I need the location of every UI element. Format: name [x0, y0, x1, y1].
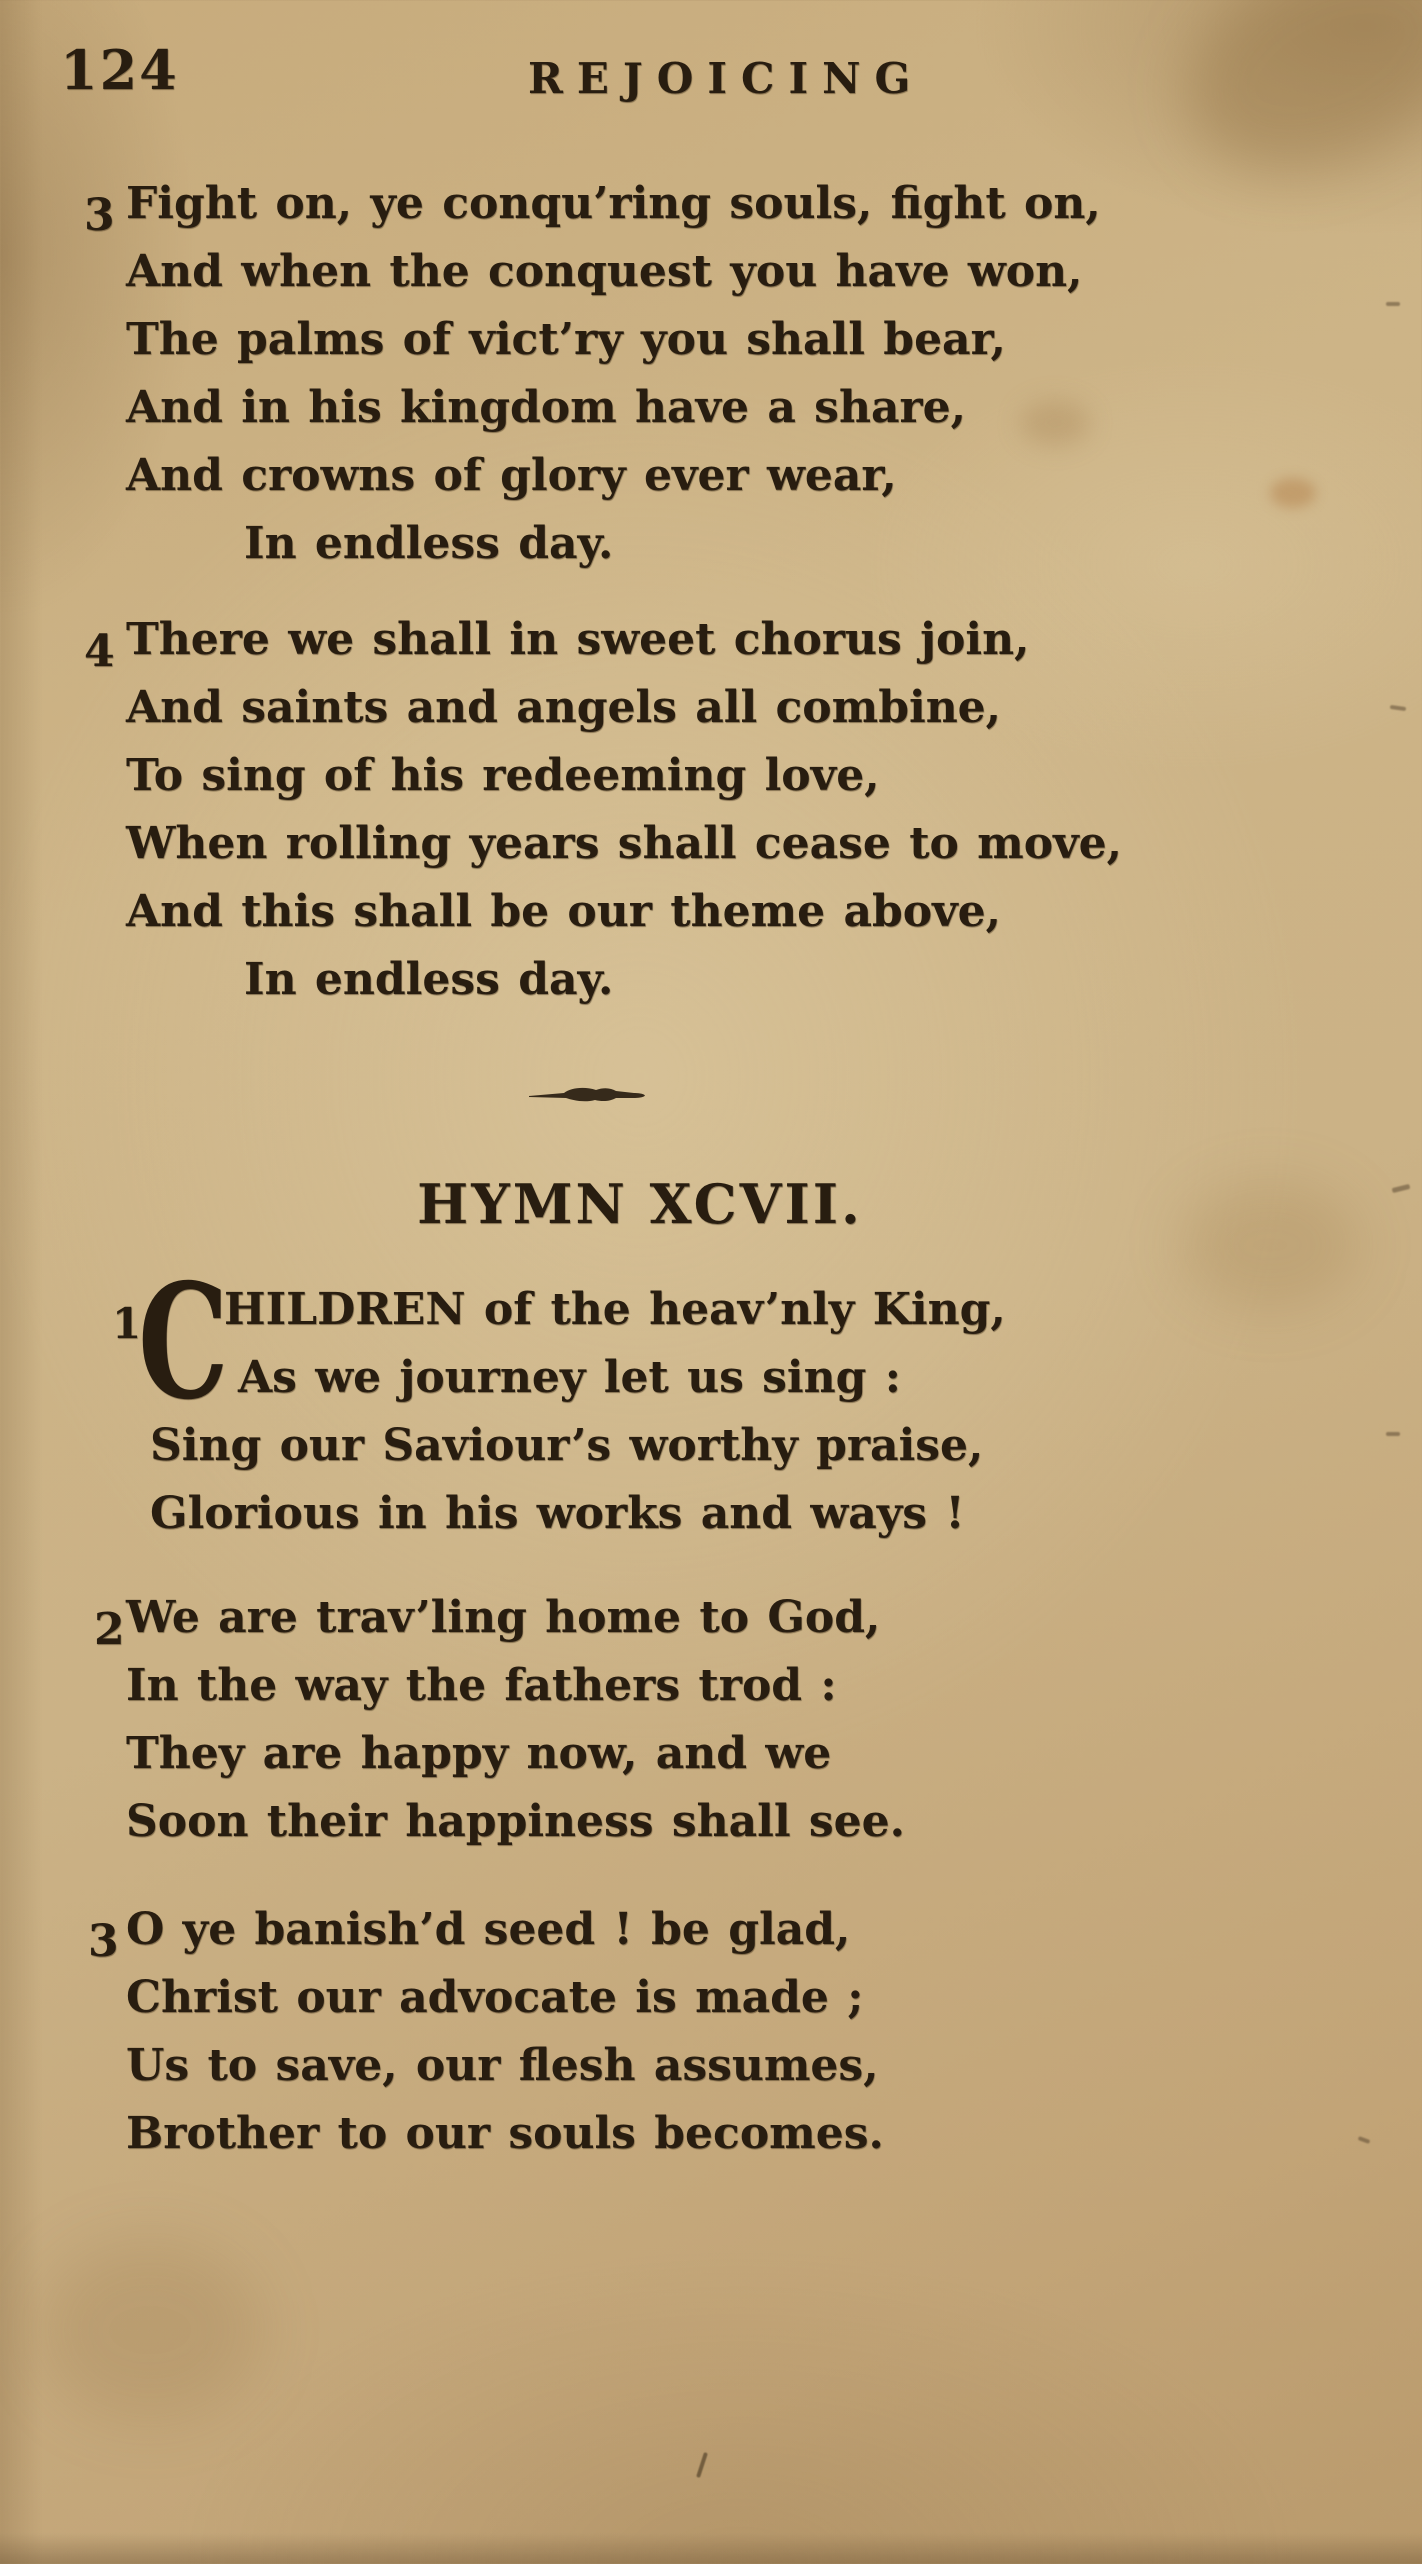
hymn-title: HYMN XCVII.	[417, 1172, 863, 1236]
verse-line: In the way the fathers trod :	[126, 1660, 837, 1711]
verse-number: 3	[84, 190, 115, 241]
verse-line: As we journey let us sing :	[238, 1352, 901, 1403]
verse-line: Us to save, our flesh assumes,	[126, 2040, 879, 2091]
stain-bottom-left	[40, 2240, 260, 2420]
verse-number: 1	[112, 1299, 142, 1348]
verse-number: 3	[88, 1916, 119, 1967]
verse-line: To sing of his redeeming love,	[126, 750, 880, 801]
speck	[1392, 1184, 1411, 1193]
verse-line: We are trav’ling home to God,	[126, 1592, 881, 1643]
hymn-verse-2	[0, 1584, 1422, 1856]
verse-line: And when the conquest you have won,	[126, 246, 1083, 297]
verse-3-continued	[0, 170, 1422, 578]
verse-refrain: In endless day.	[244, 954, 614, 1005]
verse-line: Glorious in his works and ways !	[150, 1488, 965, 1539]
verse-line: Sing our Saviour’s worthy praise,	[150, 1420, 984, 1471]
verse-4-continued	[0, 606, 1422, 1014]
verse-line: HILDREN of the heav’nly King,	[224, 1284, 1006, 1335]
verse-line: When rolling years shall cease to move,	[126, 818, 1122, 869]
verse-line: Brother to our souls becomes.	[126, 2108, 884, 2159]
drop-cap-initial: C	[138, 1250, 229, 1435]
verse-line: And crowns of glory ever wear,	[126, 450, 897, 501]
verse-line: And this shall be our theme above,	[126, 886, 1001, 937]
verse-line: Soon their happiness shall see.	[126, 1796, 905, 1847]
speck	[1386, 1432, 1400, 1436]
hymn-verse-3	[0, 1896, 1422, 2168]
speck	[1386, 302, 1400, 306]
verse-line: And saints and angels all combine,	[126, 682, 1001, 733]
verse-number: 4	[84, 626, 115, 677]
verse-line: O ye banish’d seed ! be glad,	[126, 1904, 851, 1955]
verse-line: The palms of vict’ry you shall bear,	[126, 314, 1006, 365]
running-header: REJOICING	[528, 54, 925, 103]
verse-line: Christ our advocate is made ;	[126, 1972, 864, 2023]
verse-line: Fight on, ye conqu’ring souls, fight on,	[126, 178, 1101, 229]
verse-line: There we shall in sweet chorus join,	[126, 614, 1030, 665]
pen-tick-mark	[696, 2452, 708, 2478]
verse-line: They are happy now, and we	[126, 1728, 832, 1779]
hymn-verse-1	[0, 1250, 1422, 1548]
page-number: 124	[60, 38, 179, 102]
verse-line: And in his kingdom have a share,	[126, 382, 966, 433]
verse-refrain: In endless day.	[244, 518, 614, 569]
verse-number: 2	[94, 1604, 125, 1655]
section-divider-ornament	[528, 1086, 646, 1106]
